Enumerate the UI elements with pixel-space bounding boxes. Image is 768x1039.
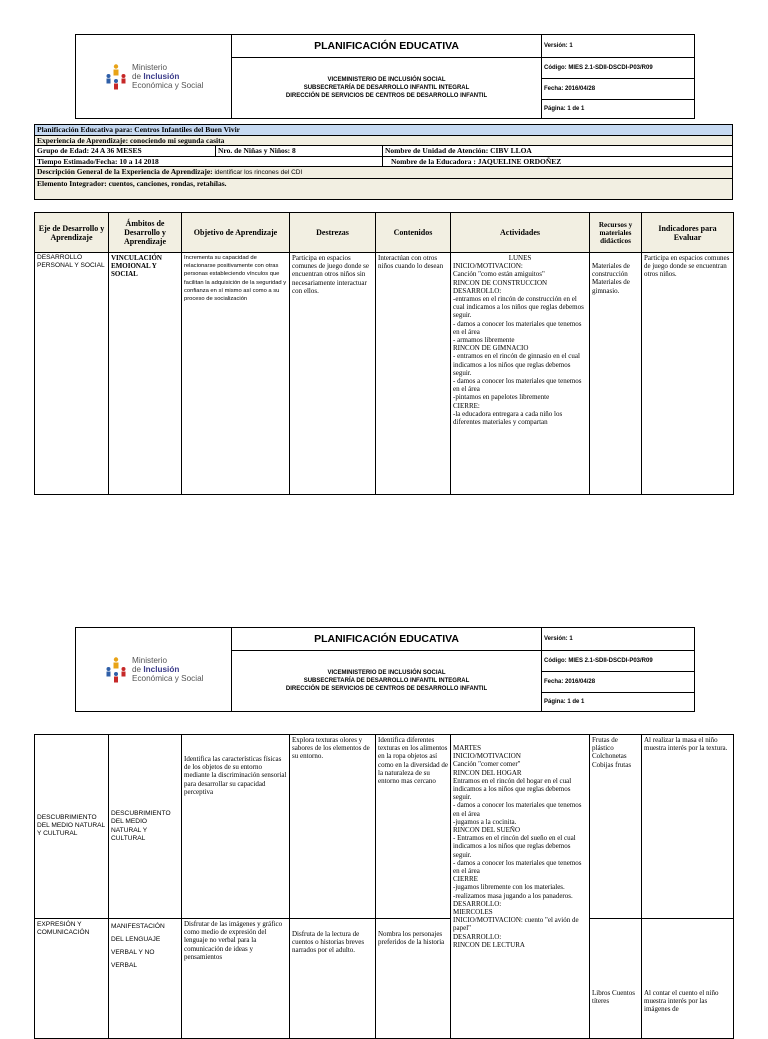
version: Versión: 1 (542, 35, 695, 58)
integrator-element: Elemento Integrador: cuentos, canciones, rondas, retahílas. (35, 178, 733, 199)
code: Código: MIES 2.1-SDII-DSCDI-P03/R09 (542, 651, 695, 672)
plan-info (34, 124, 733, 200)
eje-cell: DESCUBRIMIENTO DEL MEDIO NATURAL Y CULTURAL (35, 735, 109, 919)
contenidos-cell: Nombra los personajes preferidos de la historia (376, 919, 451, 1039)
column-header: Eje de Desarrollo y Aprendizaje (35, 213, 109, 253)
document-header-page-2 (75, 627, 695, 712)
experience: Experiencia de Aprendizaje: conociendo mi segunda casita (35, 135, 733, 146)
actividades-text: INICIO/MOTIVACION: Canción "como están amiguitos" RINCON DE CONSTRUCCION DESARROLLO: -entramos en el rincón de construcción en el cual indicamos a los niños que reglas debemos seguir. - damos a conocer los materiales que tenemos en el área - armamos libremente RINCON DE GIMNACIO - entramos en el rincón de ginnasio en el cual indicamos a los niños que reglas debemos seguir. - damos a conocer los materiales que tenemos en el área -pintamos en papelotes libremente CIERRE: -la educadora entregara a cada niño los diferentes materiales y compartan (453, 262, 584, 427)
date: Fecha: 2016/04/28 (542, 79, 695, 100)
logo-line-2-bold: Inclusión (143, 72, 180, 81)
table-row (35, 253, 734, 495)
experience-description (35, 167, 733, 179)
objetivo-cell: Identifica las características físicas de los objetos de su entorno mediante la discriminación sensorial para desarrollar su capacidad perceptiva (182, 735, 290, 919)
recursos-cell: Materiales de construcción Materiales de gimnasio. (590, 253, 642, 495)
attention-unit: Nombre de Unidad de Atención: CIBV LLOA (383, 146, 733, 157)
subtitle-2: SUBSECRETARÍA DE DESARROLLO INFANTIL INTEGRAL (303, 85, 470, 91)
code: Código: MIES 2.1-SDII-DSCDI-P03/R09 (542, 58, 695, 79)
column-header: Objetivo de Aprendizaje (182, 213, 290, 253)
eje-cell: EXPRESIÓN Y COMUNICACIÓN (35, 919, 109, 1039)
ministry-logo (76, 63, 231, 91)
subtitle-1: VICEMINISTERIO DE INCLUSIÓN SOCIAL (327, 77, 446, 83)
plan-table-page-2 (34, 734, 734, 1039)
indicadores-cell: Al realizar la masa el niño muestra interés por la textura. (642, 735, 734, 919)
objetivo-cell: Incrementa su capacidad de relacionarse positivamente con otras personas estableciendo vínculos que facilitan la adquisición de la seguridad y confianza en sí mismo así como a su proceso de socialización (182, 253, 290, 495)
destrezas-cell: Disfruta de la lectura de cuentos o historias breves narrados por el adulto. (290, 919, 376, 1039)
educator-name: Nombre de la Educadora : JAQUELINE ORDOÑEZ (383, 156, 733, 167)
description-value: identificar los rincones del CDI (212, 169, 303, 176)
logo-text (132, 656, 203, 683)
actividades-cell: MARTES INICIO/MOTIVACION Canción "comer comer" RINCON DEL HOGAR Entramos en el rincón del hogar en el cual indicamos a los niños que reglas debemos seguir. - damos a conocer los materiales que tenemos en el área -jugamos a la cocinita. RINCON DEL SUEÑO - Entramos en el rincón del sueño en el cual indicamos a los niños que reglas debemos seguir. - damos a conocer los materiales que tenemos en el área CIERRE -jugamos libremente con los materiales. -realizamos masa jugando a los panaderos. DESARROLLO: MIERCOLES INICIO/MOTIVACION: cuento "el avión de papel" DESARROLLO: RINCON DE LECTURA (451, 735, 590, 1039)
logo-cell (76, 35, 232, 119)
logo-line-2-prefix: de (132, 665, 144, 674)
column-header: Actividades (451, 213, 590, 253)
indicadores-cell: Al contar el cuento el niño muestra interés por las imágenes de (642, 919, 734, 1039)
age-group: Grupo de Edad: 24 A 36 MESES (35, 146, 216, 157)
document-title: PLANIFICACIÓN EDUCATIVA (232, 35, 542, 58)
ambito-cell: MANIFESTACIÓN DEL LENGUAJE VERBAL Y NO VERBAL (109, 919, 182, 1039)
column-header: Indicadores para Evaluar (642, 213, 734, 253)
day-label: LUNES (508, 254, 532, 262)
logo-line-2-prefix: de (132, 72, 144, 81)
contenidos-cell: Interactúan con otros niños cuando lo desean (376, 253, 451, 495)
plan-for: Planificación Educativa para: Centros Infantiles del Buen Vivir (35, 125, 733, 136)
page-number: Página: 1 de 1 (542, 693, 695, 712)
plan-table-page-1 (34, 212, 734, 495)
column-header: Destrezas (290, 213, 376, 253)
version: Versión: 1 (542, 628, 695, 651)
table-row (35, 919, 734, 1039)
table-header-row (35, 213, 734, 253)
logo-line-2-bold: Inclusión (143, 665, 180, 674)
ministry-logo (76, 656, 231, 684)
subtitle-2: SUBSECRETARÍA DE DESARROLLO INFANTIL INTEGRAL (303, 678, 470, 684)
date: Fecha: 2016/04/28 (542, 672, 695, 693)
subtitle-3: DIRECCIÓN DE SERVICIOS DE CENTROS DE DESARROLLO INFANTIL (285, 686, 488, 692)
destrezas-cell: Explora texturas olores y sabores de los elementos de su entorno. (290, 735, 376, 919)
column-header: Ámbitos de Desarrollo y Aprendizaje (109, 213, 182, 253)
subtitle-3: DIRECCIÓN DE SERVICIOS DE CENTROS DE DESARROLLO INFANTIL (285, 93, 488, 99)
subtitle-1: VICEMINISTERIO DE INCLUSIÓN SOCIAL (327, 670, 446, 676)
children-count: Nro. de Niñas y Niños: 8 (216, 146, 383, 157)
recursos-cell: Libros Cuentos títeres (590, 919, 642, 1039)
logo-line-1: Ministerio (132, 63, 168, 72)
eje-cell: DESARROLLO PERSONAL Y SOCIAL (35, 253, 109, 495)
column-header: Contenidos (376, 213, 451, 253)
logo-text (132, 63, 203, 90)
actividades-cell (451, 253, 590, 495)
recursos-cell: Frutas de plástico Colchonetas Cobijas frutas (590, 735, 642, 919)
ambito-cell: VINCULACIÓN EMOIONAL Y SOCIAL (109, 253, 182, 495)
estimated-time: Tiempo Estimado/Fecha: 10 a 14 2018 (35, 156, 383, 167)
column-header: Recursos y materiales didácticos (590, 213, 642, 253)
page-number: Página: 1 de 1 (542, 100, 695, 119)
logo-line-3: Económica y Social (132, 674, 204, 683)
ambito-cell: DESCUBRIMIENTO DEL MEDIO NATURAL Y CULTURAL (109, 735, 182, 919)
header-subtitles (232, 58, 542, 119)
description-label: Descripción General de la Experiencia de Aprendizaje: (37, 167, 213, 176)
indicadores-cell: Participa en espacios comunes de juego donde se encuentran otros niños. (642, 253, 734, 495)
destrezas-cell: Participa en espacios comunes de juego donde se encuentran otros niños sin necesariamente interactuar con ellos. (290, 253, 376, 495)
logo-line-3: Económica y Social (132, 81, 204, 90)
contenidos-cell: Identifica diferentes texturas en los alimentos en la ropa objetos así como en la diversidad de la naturaleza de su entorno mas cercano (376, 735, 451, 919)
objetivo-cell: Disfrutar de las imágenes y gráfico como medio de expresión del lenguaje no verbal para la comunicación de ideas y pensamientos (182, 919, 290, 1039)
people-logo-icon (104, 63, 128, 91)
logo-cell (76, 628, 232, 712)
table-row (35, 735, 734, 919)
logo-line-1: Ministerio (132, 656, 168, 665)
document-title: PLANIFICACIÓN EDUCATIVA (232, 628, 542, 651)
document-header (75, 34, 695, 119)
header-subtitles (232, 651, 542, 712)
people-logo-icon (104, 656, 128, 684)
